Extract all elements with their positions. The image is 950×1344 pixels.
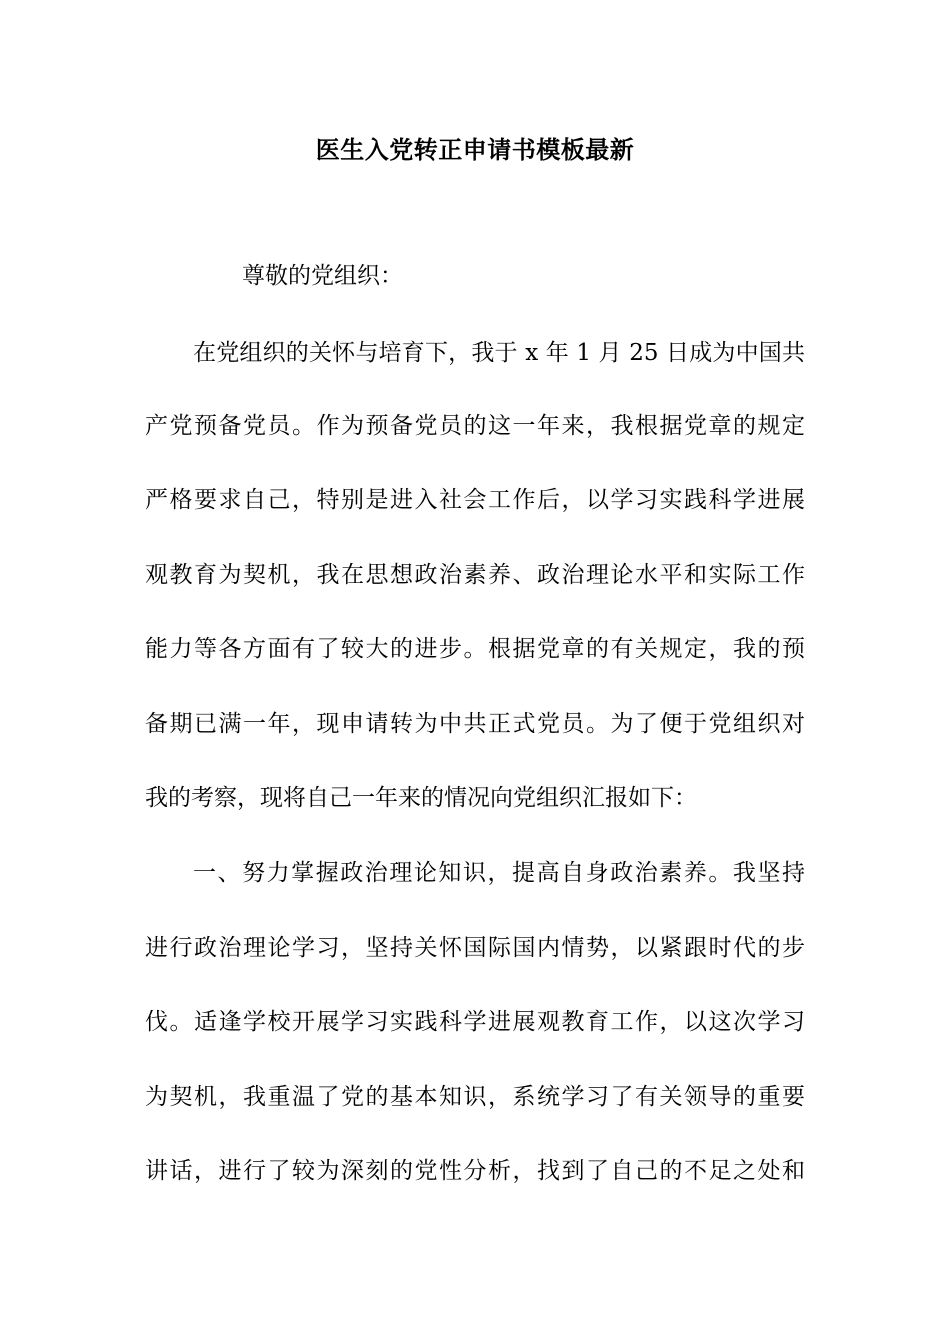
body-line: 严格要求自己，特别是进入社会工作后，以学习实践科学进展 bbox=[145, 487, 805, 513]
body-line: 为契机，我重温了党的基本知识，系统学习了有关领导的重要 bbox=[145, 1084, 805, 1110]
body-line: 观教育为契机，我在思想政治素养、政治理论水平和实际工作 bbox=[145, 562, 805, 588]
body-line: 伐。适逢学校开展学习实践科学进展观教育工作，以这次学习 bbox=[145, 1009, 805, 1035]
body-line: 一、努力掌握政治理论知识，提高自身政治素养。我坚持 bbox=[193, 860, 805, 886]
body-line: 在党组织的关怀与培育下，我于 x 年 1 月 25 日成为中国共 bbox=[193, 340, 805, 366]
body-line: 进行政治理论学习，坚持关怀国际国内情势，以紧跟时代的步 bbox=[145, 935, 805, 961]
body-line: 我的考察，现将自己一年来的情况向党组织汇报如下： bbox=[145, 785, 697, 811]
body-line: 能力等各方面有了较大的进步。根据党章的有关规定，我的预 bbox=[145, 636, 805, 662]
body-line: 讲话，进行了较为深刻的党性分析，找到了自己的不足之处和 bbox=[145, 1158, 805, 1184]
salutation: 尊敬的党组织： bbox=[242, 263, 403, 289]
body-line: 备期已满一年，现申请转为中共正式党员。为了便于党组织对 bbox=[145, 711, 805, 737]
body-line: 产党预备党员。作为预备党员的这一年来，我根据党章的规定 bbox=[145, 413, 805, 439]
document-title: 医生入党转正申请书模板最新 bbox=[315, 135, 635, 164]
